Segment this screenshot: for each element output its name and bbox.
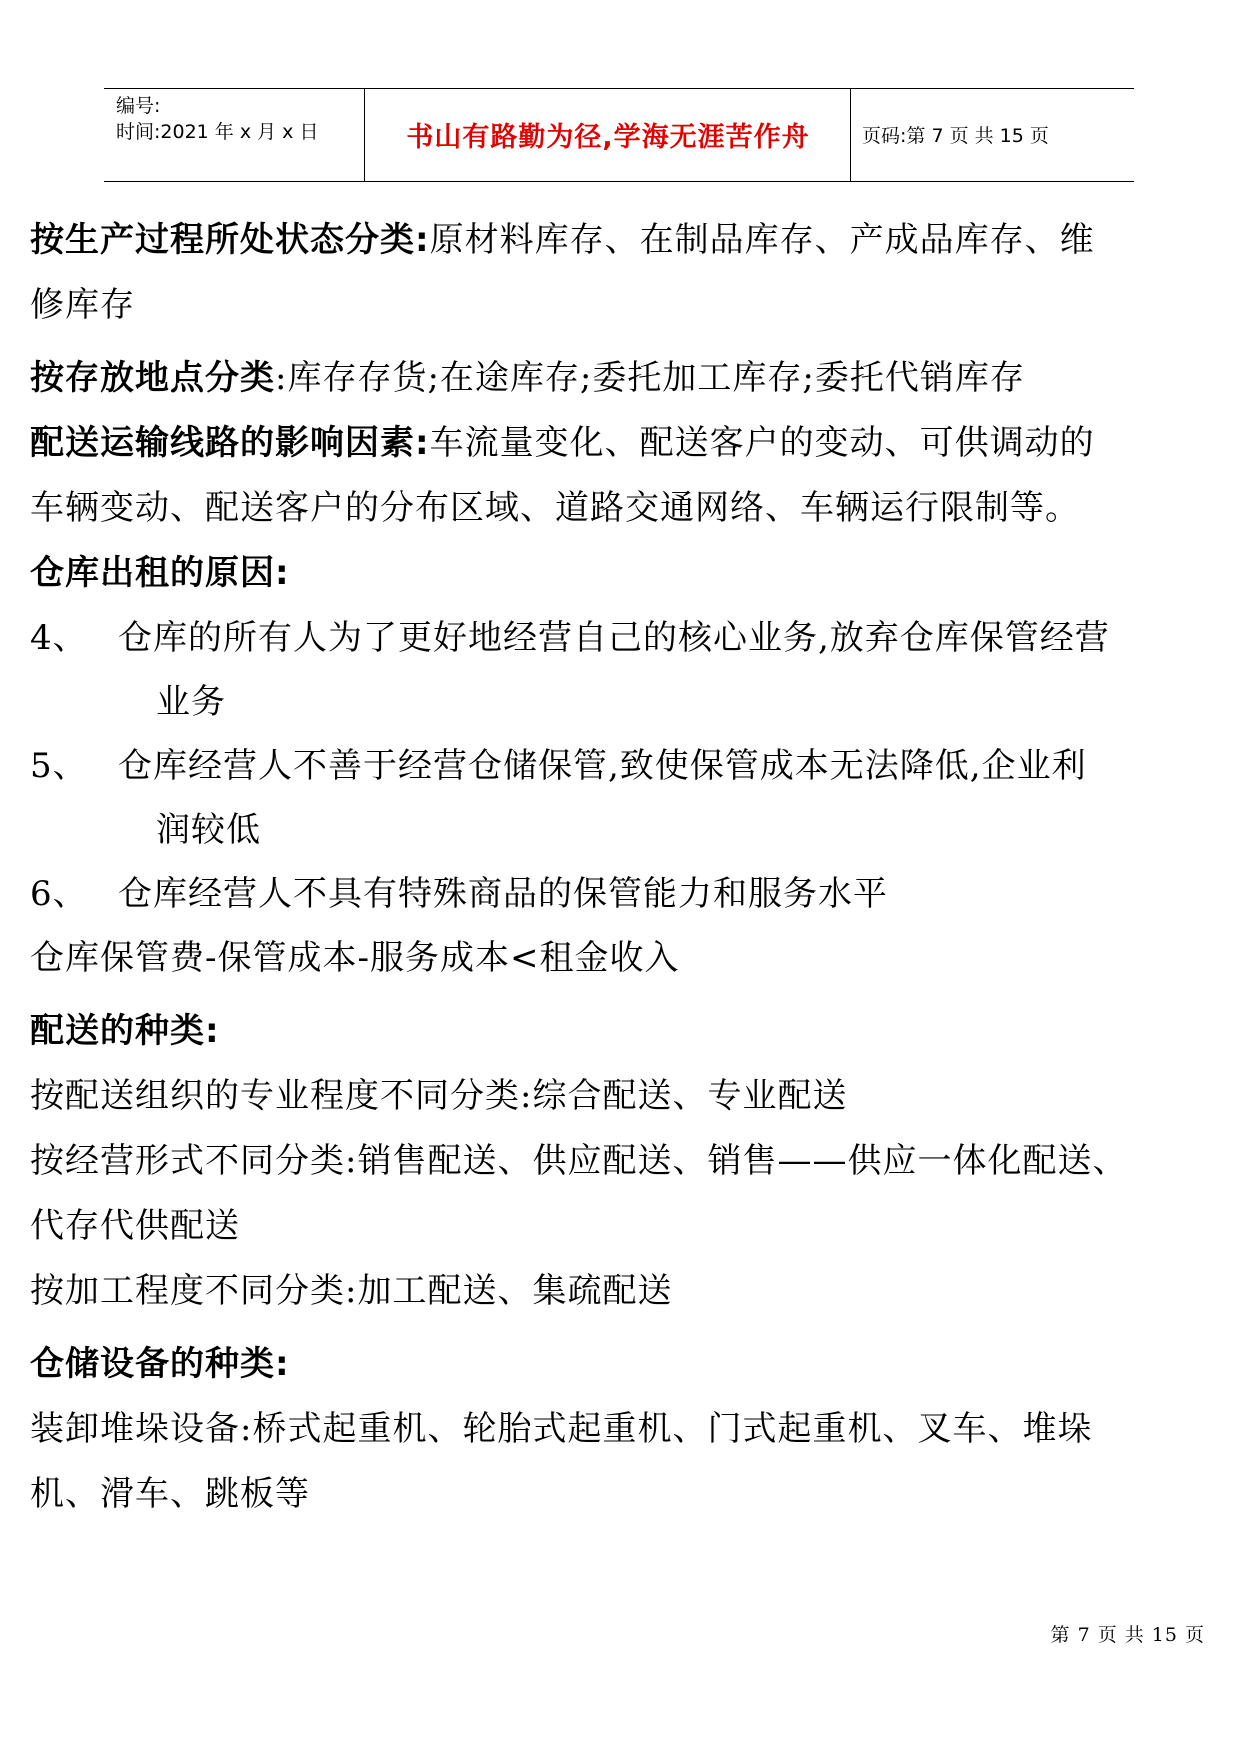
list-item-number: 4、 xyxy=(30,618,88,658)
list-item xyxy=(30,862,1220,926)
paragraph-storage-location xyxy=(30,346,1220,411)
header-meta xyxy=(116,93,318,145)
heading-route-factors: 配送运输线路的影响因素: xyxy=(30,423,430,463)
paragraph-text: 代存代供配送 xyxy=(30,1206,240,1246)
heading-warehouse-rental: 仓库出租的原因: xyxy=(30,553,290,593)
list-item-text: 仓库经营人不具有特殊商品的保管能力和服务水平 xyxy=(118,874,888,914)
paragraph-text: 修库存 xyxy=(30,285,135,325)
list-item-text: 仓库的所有人为了更好地经营自己的核心业务,放弃仓库保管经营 业务 xyxy=(118,618,1110,722)
paragraph-text: 按配送组织的专业程度不同分类:综合配送、专业配送 xyxy=(30,1076,848,1116)
heading-storage-equipment: 仓储设备的种类: xyxy=(30,1344,290,1384)
paragraph-text: 机、滑车、跳板等 xyxy=(30,1474,310,1514)
heading-delivery-types: 配送的种类: xyxy=(30,1011,220,1051)
paragraph-production-status xyxy=(30,208,1220,338)
header-divider xyxy=(850,89,851,181)
paragraph-route-factors xyxy=(30,411,1220,541)
list-item-number: 6、 xyxy=(30,874,88,914)
heading-storage-location: 按存放地点分类 xyxy=(30,358,275,398)
formula-line: 仓库保管费-保管成本-服务成本<租金收入 xyxy=(30,938,680,978)
number-label: 编号: xyxy=(116,95,161,117)
paragraph-text: :库存存货;在途库存;委托加工库存;委托代销库存 xyxy=(275,358,1025,398)
page-footer: 第 7 页 共 15 页 xyxy=(1050,1624,1205,1646)
time-label: 时间:2021 年 x 月 x 日 xyxy=(116,121,319,143)
paragraph-text: 按经营形式不同分类:销售配送、供应配送、销售——供应一体化配送、 xyxy=(30,1141,1128,1181)
header-page-info: 页码:第 7 页 共 15 页 xyxy=(862,125,1049,147)
heading-production-status: 按生产过程所处状态分类: xyxy=(30,220,430,260)
paragraph-text: 装卸堆垛设备:桥式起重机、轮胎式起重机、门式起重机、叉车、堆垛 xyxy=(30,1409,1093,1449)
list-item-number: 5、 xyxy=(30,746,88,786)
document-body xyxy=(30,208,1220,1527)
header-divider xyxy=(364,89,365,181)
list-item xyxy=(30,606,1220,734)
list-item xyxy=(30,734,1220,862)
header-motto: 书山有路勤为径,学海无涯苦作舟 xyxy=(406,122,810,153)
paragraph-text: 车流量变化、配送客户的变动、可供调动的 xyxy=(429,423,1095,463)
page-header xyxy=(104,88,1134,182)
paragraph-text: 原材料库存、在制品库存、产成品库存、维 xyxy=(429,220,1095,260)
paragraph-text: 按加工程度不同分类:加工配送、集疏配送 xyxy=(30,1271,673,1311)
list-item-text: 仓库经营人不善于经营仓储保管,致使保管成本无法降低,企业利 润较低 xyxy=(118,746,1087,850)
paragraph-text: 车辆变动、配送客户的分布区域、道路交通网络、车辆运行限制等。 xyxy=(30,488,1080,528)
